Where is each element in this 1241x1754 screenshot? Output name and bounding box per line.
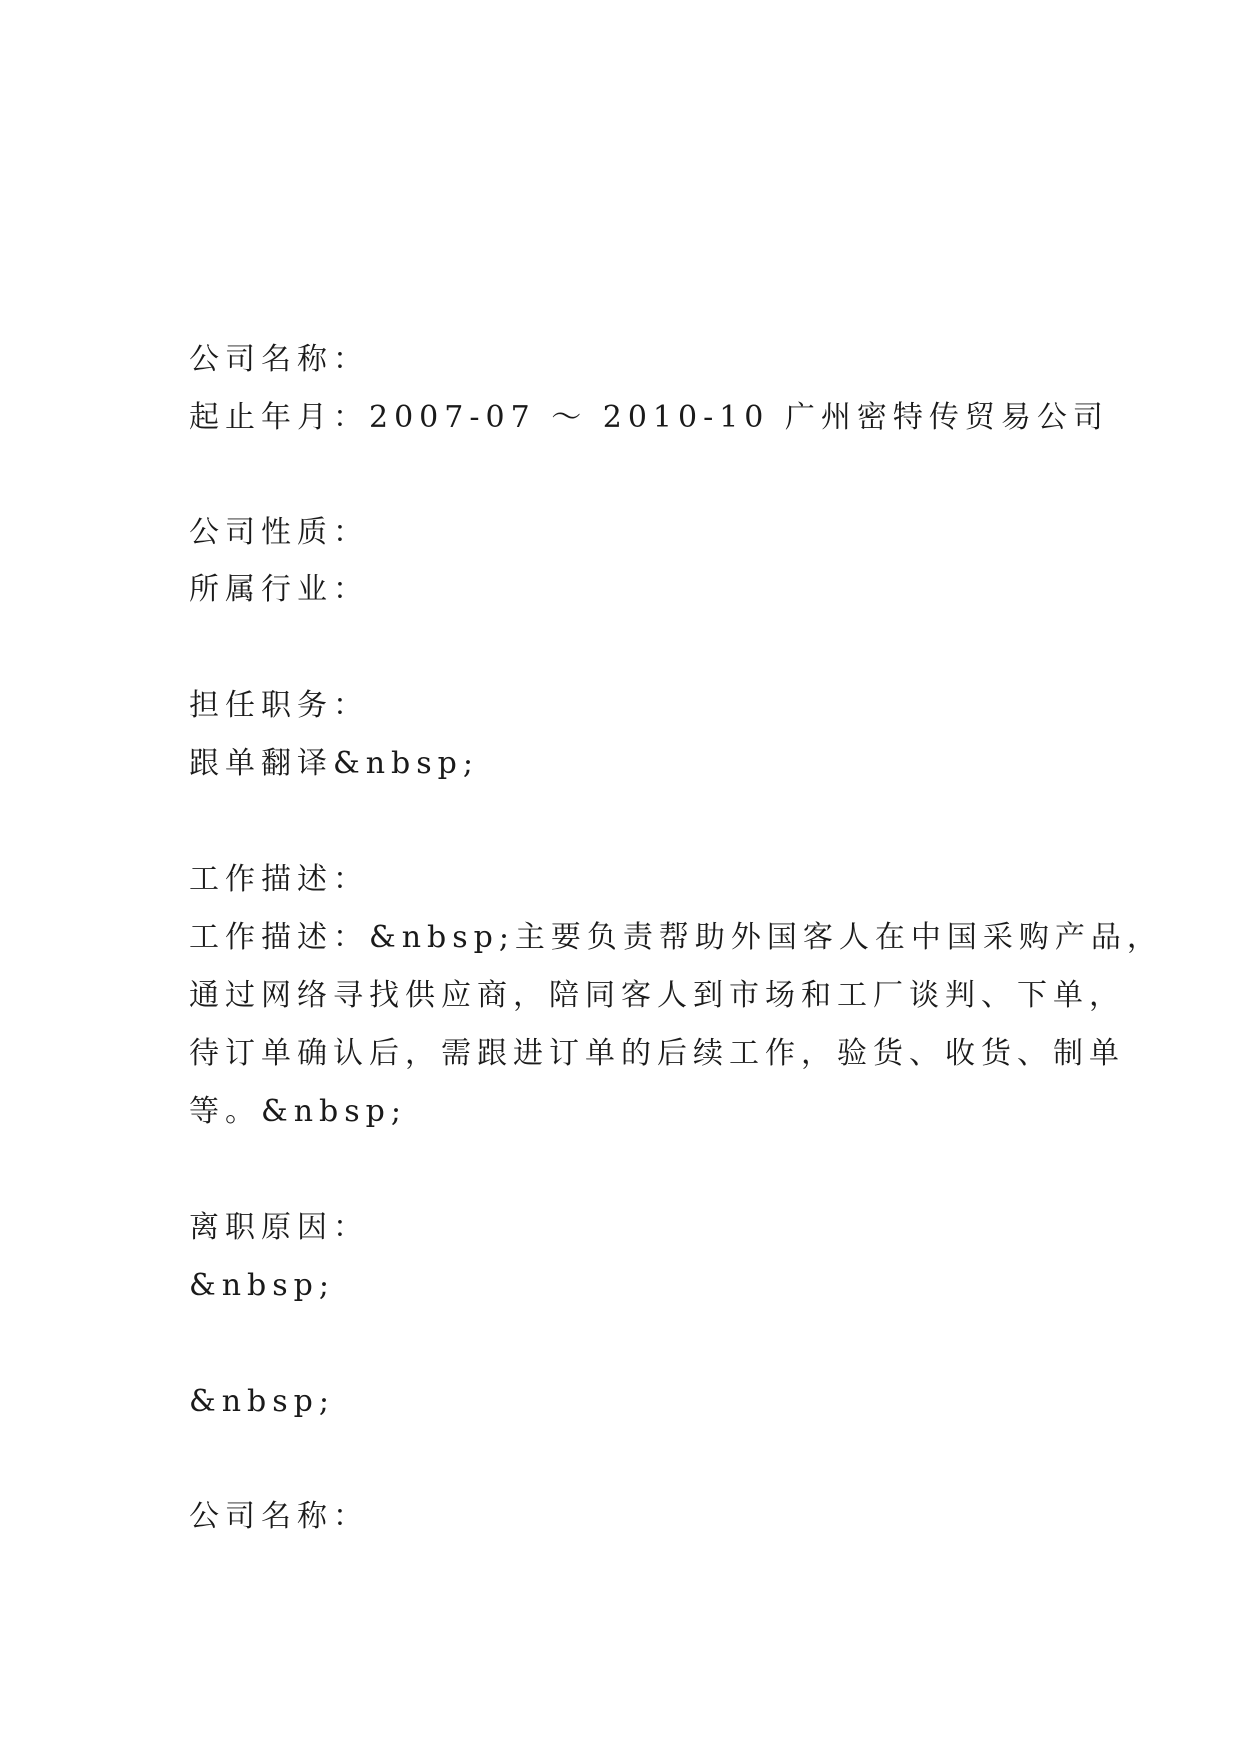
position-value: 跟单翻译&nbsp; — [189, 746, 479, 781]
company-type-label: 公司性质： — [189, 515, 369, 550]
job-description-line-2: 通过网络寻找供应商，陪同客人到市场和工厂谈判、下单， — [189, 978, 1125, 1013]
job-description-line-1: 工作描述：&nbsp;主要负责帮助外国客人在中国采购产品， — [189, 920, 1163, 955]
job-description-label: 工作描述： — [189, 862, 369, 897]
job-description-line-4: 等。&nbsp; — [189, 1094, 407, 1129]
employment-period-line: 起止年月：2007-07 ～ 2010-10 广州密特传贸易公司 — [189, 400, 1109, 435]
company-name-label-2: 公司名称： — [189, 1499, 369, 1534]
leaving-reason-value: &nbsp; — [189, 1268, 335, 1303]
position-label: 担任职务： — [189, 688, 369, 723]
job-description-line-3: 待订单确认后，需跟进订单的后续工作，验货、收货、制单 — [189, 1036, 1125, 1071]
industry-label: 所属行业： — [189, 572, 369, 607]
spacer-text: &nbsp; — [189, 1384, 335, 1419]
leaving-reason-label: 离职原因： — [189, 1210, 369, 1245]
company-name-label: 公司名称： — [189, 342, 369, 377]
